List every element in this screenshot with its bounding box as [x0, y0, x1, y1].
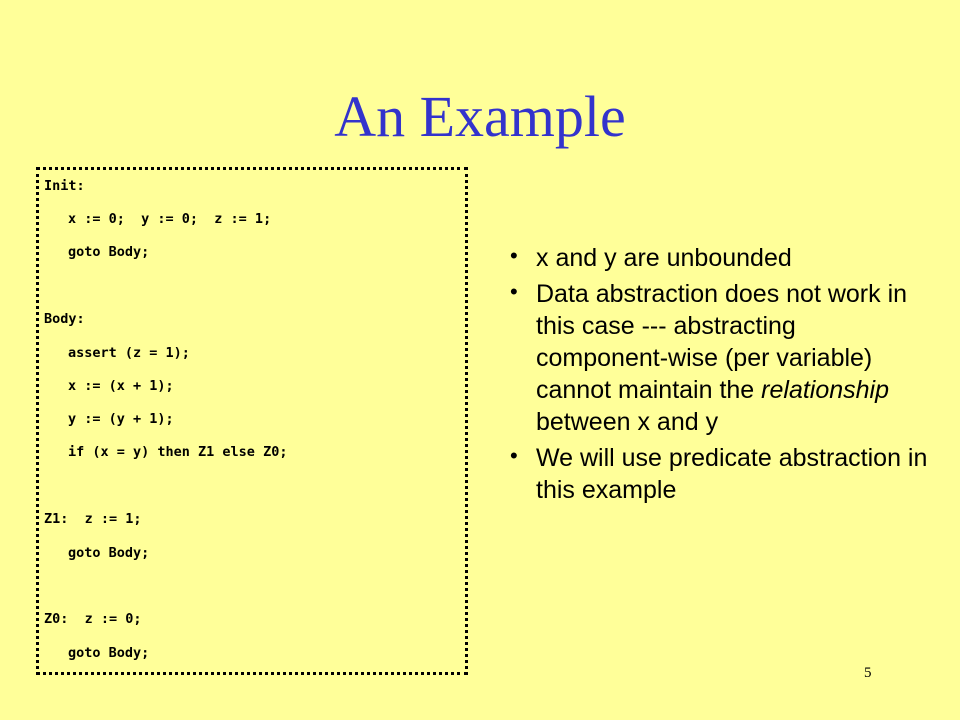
bullet-list [510, 242, 930, 510]
code-line-x-increment: x := (x + 1); [68, 378, 174, 394]
bullet-item [510, 242, 930, 274]
bullet-icon: • [510, 243, 518, 268]
code-line-assert: assert (z = 1); [68, 345, 190, 361]
bullet-icon: • [510, 443, 518, 468]
code-line-z1: Z1: z := 1; [44, 511, 142, 527]
bullet-emphasis: relationship [761, 376, 890, 404]
bullet-text: x and y are unbounded [536, 244, 792, 272]
bullet-item [510, 278, 930, 438]
code-line-init-assign: x := 0; y := 0; z := 1; [68, 211, 272, 227]
bullet-item [510, 442, 930, 506]
page-number: 5 [864, 665, 872, 681]
bullet-text [536, 280, 907, 436]
code-line-body-label: Body: [44, 311, 85, 327]
code-line-z1-goto: goto Body; [68, 545, 150, 561]
slide-title: An Example [334, 84, 626, 149]
code-line-init-label: Init: [44, 178, 85, 194]
code-line-if: if (x = y) then Z1 else Z0; [68, 444, 288, 460]
bullet-icon: • [510, 279, 518, 304]
code-line-y-increment: y := (y + 1); [68, 411, 174, 427]
bullet-text: We will use predicate abstraction in this example [536, 444, 928, 504]
code-line-z0: Z0: z := 0; [44, 611, 142, 627]
code-line-init-goto: goto Body; [68, 244, 150, 260]
bullet-text-part: between x and y [536, 408, 719, 436]
code-line-z0-goto: goto Body; [68, 645, 150, 661]
bullet-text-part: Data abstraction does not work in this case --- abstracting component-wise (per variable) cannot maintain the [536, 280, 908, 404]
